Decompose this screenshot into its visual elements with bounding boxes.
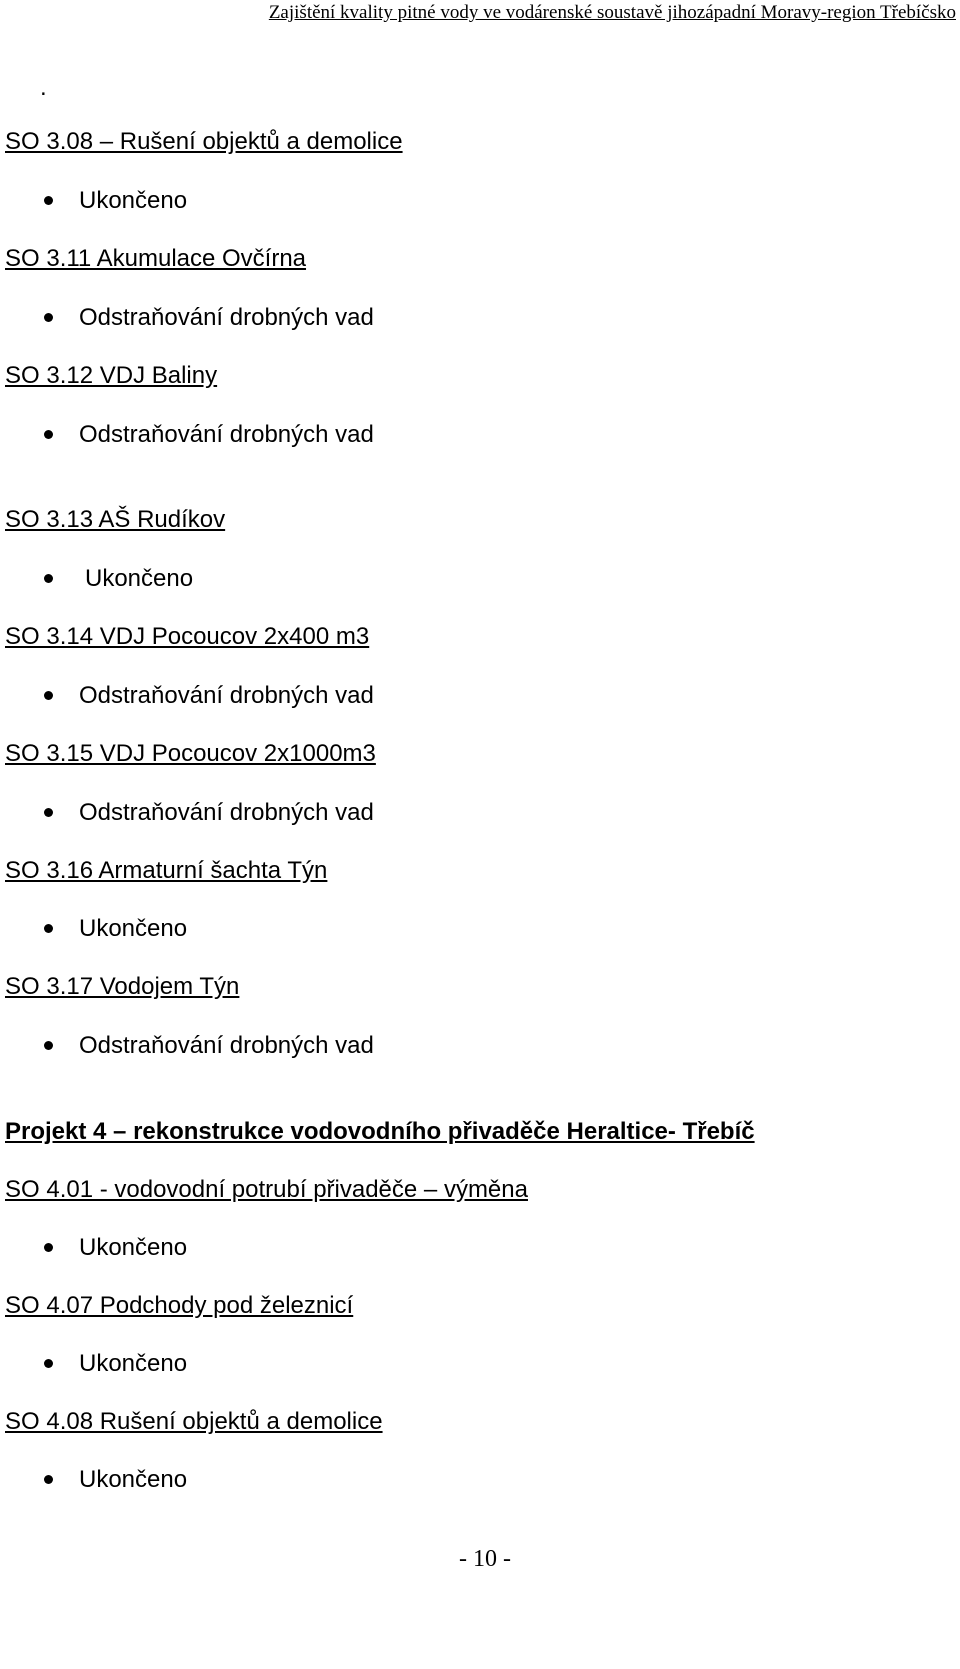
section-heading-so-3-14: SO 3.14 VDJ Pocoucov 2x400 m3 bbox=[5, 623, 370, 650]
section-heading-so-4-01: SO 4.01 - vodovodní potrubí přivaděče – výměna bbox=[5, 1176, 528, 1203]
section-heading-so-3-13: SO 3.13 AŠ Rudíkov bbox=[5, 506, 226, 533]
status-item bbox=[44, 303, 374, 333]
status-item bbox=[44, 914, 187, 944]
section-heading-so-4-07: SO 4.07 Podchody pod železnicí bbox=[5, 1292, 354, 1319]
bullet-icon bbox=[44, 313, 53, 322]
bullet-icon bbox=[44, 196, 53, 205]
bullet-icon bbox=[44, 924, 53, 933]
status-item bbox=[44, 1233, 187, 1263]
status-item bbox=[44, 1465, 187, 1495]
bullet-icon bbox=[44, 574, 53, 583]
bullet-icon bbox=[44, 430, 53, 439]
section-heading-so-4-08: SO 4.08 Rušení objektů a demolice bbox=[5, 1408, 383, 1435]
status-item bbox=[44, 798, 374, 828]
status-text: Ukončeno bbox=[79, 915, 188, 942]
status-text: Ukončeno bbox=[85, 565, 194, 592]
bullet-icon bbox=[44, 1041, 53, 1050]
status-item bbox=[44, 1349, 187, 1379]
status-item bbox=[44, 1031, 374, 1061]
status-item bbox=[44, 186, 187, 216]
section-heading-so-3-12: SO 3.12 VDJ Baliny bbox=[5, 362, 218, 389]
status-item bbox=[44, 420, 374, 450]
status-text: Ukončeno bbox=[79, 1466, 188, 1493]
bullet-icon bbox=[44, 691, 53, 700]
status-text: Ukončeno bbox=[79, 1234, 188, 1261]
section-heading-so-3-17: SO 3.17 Vodojem Týn bbox=[5, 973, 240, 1000]
status-text: Ukončeno bbox=[79, 1350, 188, 1377]
stray-dot: . bbox=[40, 74, 47, 101]
status-text: Odstraňování drobných vad bbox=[79, 1032, 374, 1059]
bullet-icon bbox=[44, 1243, 53, 1252]
page-number: - 10 - bbox=[459, 1546, 511, 1572]
status-text: Odstraňování drobných vad bbox=[79, 304, 374, 331]
status-text: Ukončeno bbox=[79, 187, 188, 214]
bullet-icon bbox=[44, 1359, 53, 1368]
status-text: Odstraňování drobných vad bbox=[79, 799, 374, 826]
project-4-title: Projekt 4 – rekonstrukce vodovodního přivaděče Heraltice- Třebíč bbox=[5, 1118, 755, 1145]
status-item bbox=[44, 681, 374, 711]
status-text: Odstraňování drobných vad bbox=[79, 421, 374, 448]
page-footer bbox=[0, 1546, 960, 1573]
bullet-icon bbox=[44, 808, 53, 817]
section-heading-so-3-16: SO 3.16 Armaturní šachta Týn bbox=[5, 857, 328, 884]
section-heading-so-3-08: SO 3.08 – Rušení objektů a demolice bbox=[5, 128, 403, 155]
section-heading-so-3-11: SO 3.11 Akumulace Ovčírna bbox=[5, 245, 307, 272]
section-heading-so-3-15: SO 3.15 VDJ Pocoucov 2x1000m3 bbox=[5, 740, 376, 767]
status-text: Odstraňování drobných vad bbox=[79, 682, 374, 709]
bullet-icon bbox=[44, 1475, 53, 1484]
document-header: Zajištění kvality pitné vody ve vodárenské soustavě jihozápadní Moravy-region Třebíčsko bbox=[268, 2, 956, 23]
status-item bbox=[44, 564, 193, 594]
